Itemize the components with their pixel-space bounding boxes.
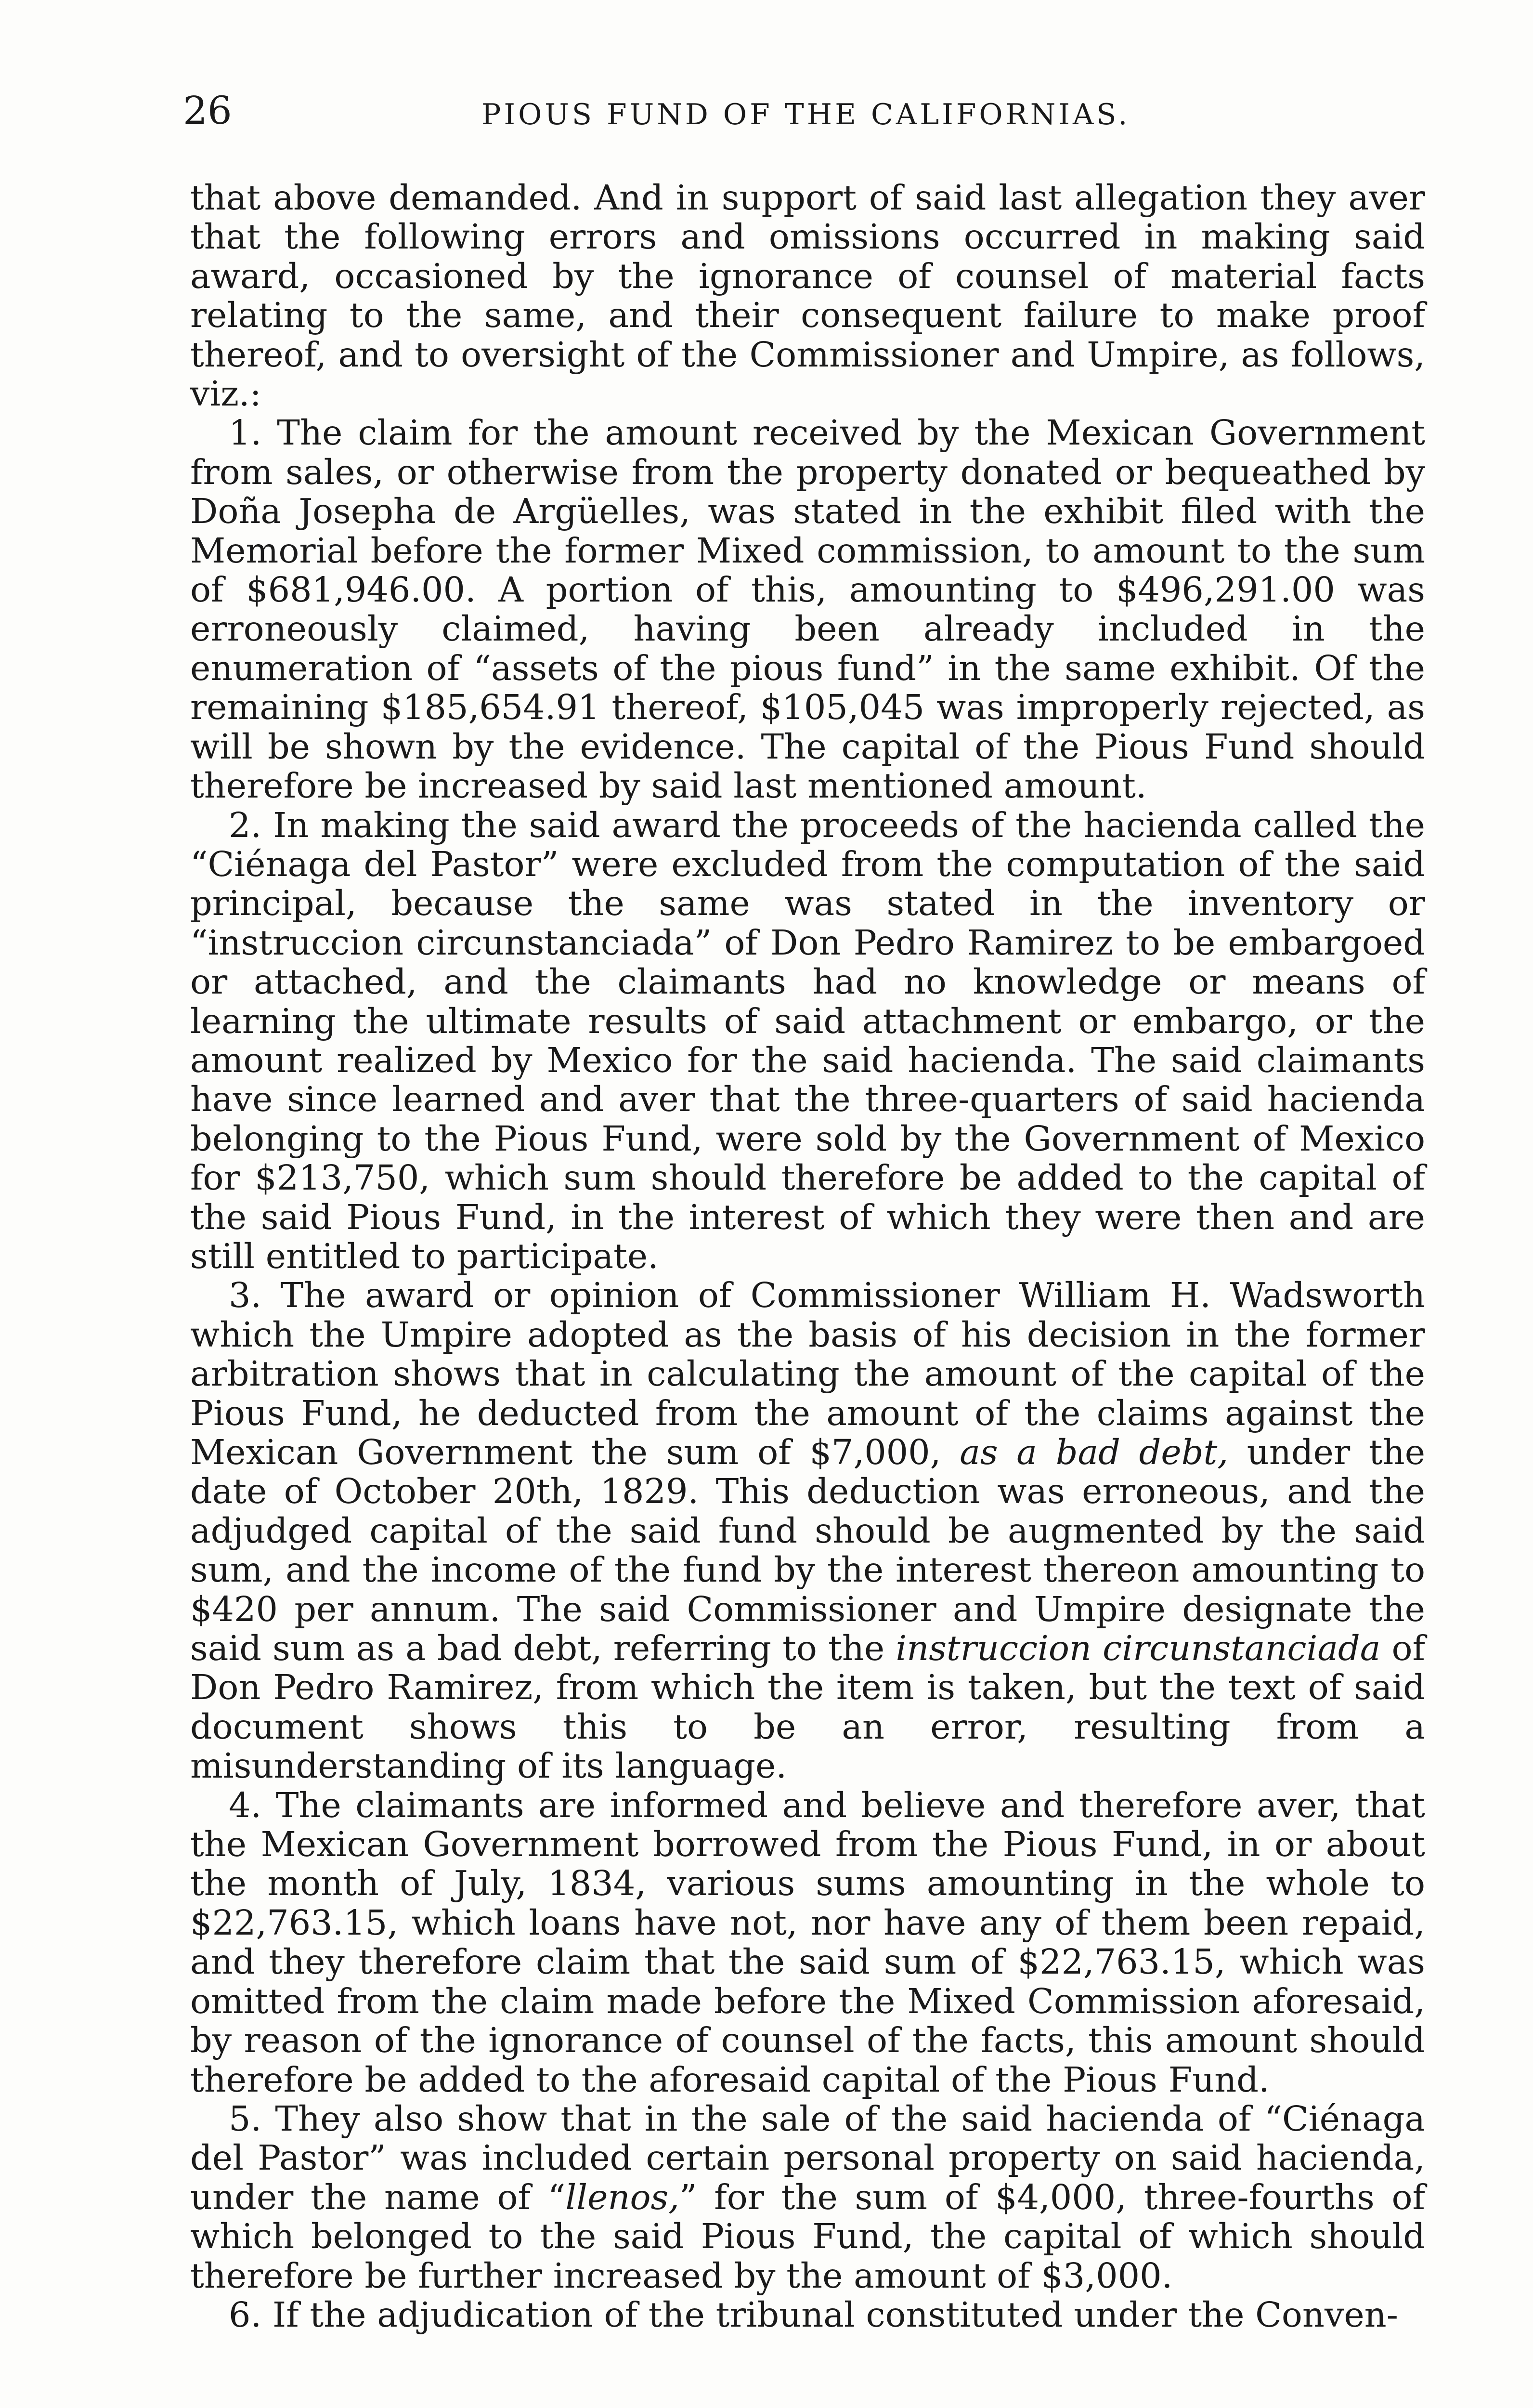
- paragraph-1: [190, 413, 1425, 805]
- lead-paragraph: that above demanded. And in support of said last allegation they aver that the following errors and omissions occurred in making said award, occasioned by the ignorance of counsel of material facts relating to the same, and their consequent failure to make proof thereof, and to oversight of the Commissioner and Umpire, as follows, viz.:: [190, 178, 1425, 414]
- paragraph-5: [190, 2099, 1425, 2295]
- paragraph-number: 5.: [229, 2098, 262, 2139]
- paragraph-number: 4.: [229, 1785, 262, 1825]
- paragraph-2: [190, 806, 1425, 1276]
- paragraph-text: If the adjudication of the tribunal constituted under the Conven-: [272, 2294, 1398, 2335]
- paragraph-number: 6.: [229, 2294, 262, 2335]
- page-header: [183, 87, 1430, 144]
- body-text: [190, 178, 1425, 2334]
- italic-phrase: instruccion circunstanciada: [896, 1628, 1381, 1669]
- paragraph-number: 1.: [229, 413, 262, 453]
- paragraph-3: [190, 1276, 1425, 1785]
- paragraph-6: [190, 2295, 1425, 2334]
- paragraph-text: The claim for the amount received by the Mexican Government from sales, or otherwise from the property donated or bequeathed by Doña Josepha de Argüelles, was stated in the exhibit filed with the Memorial before the former Mixed commission, to amount to the sum of $681,946.00. A portion of this, amounting to $496,291.00 was erroneously claimed, having been already included in the enumeration of “assets of the pious fund” in the same exhibit. Of the remaining $185,654.91 thereof, $105,045 was improperly rejected, as will be shown by the evidence. The capital of the Pious Fund should therefore be increased by said last mentioned amount.: [190, 413, 1425, 806]
- paragraph-text: ” for the sum of $4,000, three-fourths of which belonged to the said Pious Fund, the capital of which should therefore be further increased by the amount of $3,000.: [190, 2177, 1425, 2296]
- page-number: 26: [183, 88, 232, 133]
- italic-phrase: llenos,: [565, 2177, 679, 2217]
- paragraph-text: In making the said award the proceeds of the hacienda called the “Ciénaga del Pastor” were excluded from the computation of the said principal, because the same was stated in the inventory or “instruccion circunstanciada” of Don Pedro Ramirez to be embargoed or attached, and the claimants had no knowledge or means of learning the ultimate results of said attachment or embargo, or the amount realized by Mexico for the said hacienda. The said claimants have since learned and aver that the three-quarters of said hacienda belonging to the Pious Fund, were sold by the Government of Mexico for $213,750, which sum should therefore be added to the capital of the said Pious Fund, in the interest of which they were then and are still entitled to participate.: [190, 805, 1425, 1276]
- running-title: PIOUS FUND OF THE CALIFORNIAS.: [481, 98, 1130, 131]
- paragraph-text: under the date of October 20th, 1829. This deduction was erroneous, and the adjudged capital of the said fund should be augmented by the said sum, and the income of the fund by the interest thereon amounting to $420 per annum. The said Commissioner and Umpire designate the said sum as a bad debt, referring to the: [190, 1432, 1426, 1669]
- italic-phrase: as a bad debt,: [960, 1432, 1228, 1472]
- paragraph-text: The award or opinion of Commissioner William H. Wadsworth which the Umpire adopted as the basis of his decision in the former arbitration shows that in calculating the amount of the capital of the Pious Fund, he deducted from the amount of the claims against the Mexican Government the sum of $7,000,: [190, 1275, 1425, 1472]
- paragraph-text: of Don Pedro Ramirez, from which the item is taken, but the text of said document shows this to be an error, resulting from a misunderstanding of its language.: [190, 1628, 1426, 1786]
- paragraph-4: [190, 1786, 1425, 2099]
- paragraph-text: The claimants are informed and believe and therefore aver, that the Mexican Government borrowed from the Pious Fund, in or about the month of July, 1834, various sums amounting in the whole to $22,763.15, which loans have not, nor have any of them been repaid, and they therefore claim that the said sum of $22,763.15, which was omitted from the claim made before the Mixed Commission aforesaid, by reason of the ignorance of counsel of the facts, this amount should therefore be added to the aforesaid capital of the Pious Fund.: [190, 1785, 1425, 2100]
- paragraph-number: 2.: [229, 805, 262, 845]
- paragraph-number: 3.: [229, 1275, 262, 1316]
- paragraph-text: They also show that in the sale of the said hacienda of “Ciénaga del Pastor” was included certain personal property on said hacienda, under the name of “: [190, 2098, 1425, 2217]
